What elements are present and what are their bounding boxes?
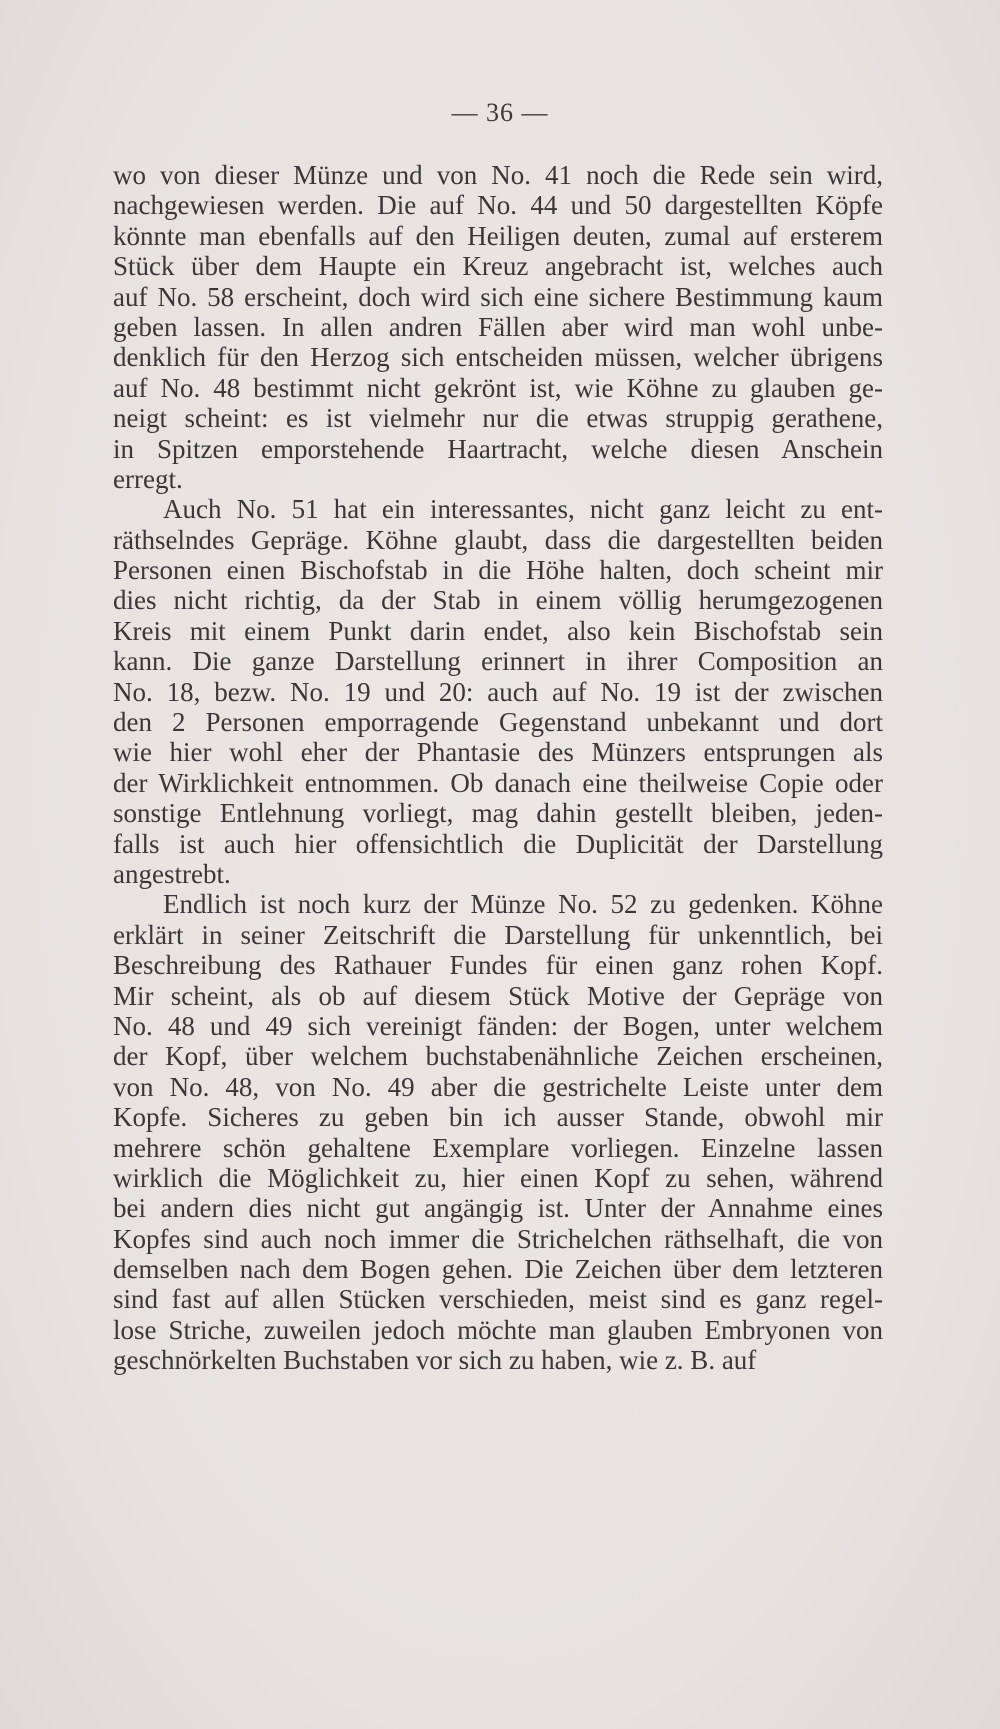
text-line: Kreis mit einem Punkt darin endet, also kein Bischofstab sein <box>113 615 883 646</box>
text-line: dies nicht richtig, da der Stab in einem völlig herumgezogenen <box>113 585 883 616</box>
text-line: Beschreibung des Rathauer Fundes für einen ganz rohen Kopf. <box>113 950 883 981</box>
text-line: Mir scheint, als ob auf diesem Stück Motive der Gepräge von <box>113 980 883 1011</box>
paragraph <box>113 889 883 1375</box>
text-line: Kopfes sind auch noch immer die Strichelchen räthselhaft, die von <box>113 1223 883 1254</box>
text-line: sonstige Entlehnung vorliegt, mag dahin gestellt bleiben, jeden- <box>113 798 883 829</box>
text-line: den 2 Personen emporragende Gegenstand unbekannt und dort <box>113 707 883 738</box>
text-line: erregt. <box>113 463 183 494</box>
text-line: Stück über dem Haupte ein Kreuz angebracht ist, welches auch <box>113 251 883 282</box>
text-line: in Spitzen emporstehende Haartracht, welche diesen Anschein <box>113 433 883 464</box>
text-line: neigt scheint: es ist vielmehr nur die etwas struppig gerathene, <box>113 403 883 434</box>
text-line: Endlich ist noch kurz der Münze No. 52 zu gedenken. Köhne <box>163 889 883 920</box>
text-line: denklich für den Herzog sich entscheiden müssen, welcher übrigens <box>113 342 883 373</box>
paragraph <box>113 160 883 494</box>
body-text <box>113 160 883 1376</box>
text-line: angestrebt. <box>113 858 231 889</box>
text-line: kann. Die ganze Darstellung erinnert in ihrer Composition an <box>113 646 883 677</box>
text-line: nachgewiesen werden. Die auf No. 44 und 50 dargestellten Köpfe <box>113 190 883 221</box>
text-line: auf No. 48 bestimmt nicht gekrönt ist, wie Köhne zu glauben ge- <box>113 372 883 403</box>
text-line: auf No. 58 erscheint, doch wird sich eine sichere Bestimmung kaum <box>113 281 883 312</box>
text-line: wie hier wohl eher der Phantasie des Münzers entsprungen als <box>113 737 883 768</box>
page-number: — 36 — <box>451 98 549 127</box>
text-line: der Kopf, über welchem buchstabenähnliche Zeichen erscheinen, <box>113 1041 883 1072</box>
text-line: der Wirklichkeit entnommen. Ob danach eine theilweise Copie oder <box>113 767 883 798</box>
text-line: wo von dieser Münze und von No. 41 noch die Rede sein wird, <box>113 160 883 190</box>
text-line: könnte man ebenfalls auf den Heiligen deuten, zumal auf ersterem <box>113 220 883 251</box>
text-line: Auch No. 51 hat ein interessantes, nicht ganz leicht zu ent- <box>163 494 883 525</box>
text-line: räthselndes Gepräge. Köhne glaubt, dass die dargestellten beiden <box>113 524 883 555</box>
text-line: sind fast auf allen Stücken verschieden, meist sind es ganz regel- <box>113 1284 883 1315</box>
paragraph <box>113 494 883 889</box>
text-line: geben lassen. In allen andren Fällen aber wird man wohl unbe- <box>113 311 883 342</box>
text-line: Personen einen Bischofstab in die Höhe halten, doch scheint mir <box>113 555 883 586</box>
text-line: wirklich die Möglichkeit zu, hier einen Kopf zu sehen, während <box>113 1162 883 1193</box>
text-line: No. 18, bezw. No. 19 und 20: auch auf No. 19 ist der zwischen <box>113 676 883 707</box>
text-line: No. 48 und 49 sich vereinigt fänden: der Bogen, unter welchem <box>113 1010 883 1041</box>
text-line: falls ist auch hier offensichtlich die Duplicität der Darstellung <box>113 828 883 859</box>
text-line: geschnörkelten Buchstaben vor sich zu haben, wie z. B. auf <box>113 1345 757 1376</box>
text-line: erklärt in seiner Zeitschrift die Darstellung für unkenntlich, bei <box>113 919 883 950</box>
text-line: bei andern dies nicht gut angängig ist. Unter der Annahme eines <box>113 1193 883 1224</box>
text-line: von No. 48, von No. 49 aber die gestrichelte Leiste unter dem <box>113 1071 883 1102</box>
text-line: demselben nach dem Bogen gehen. Die Zeichen über dem letzteren <box>113 1254 883 1285</box>
text-line: mehrere schön gehaltene Exemplare vorliegen. Einzelne lassen <box>113 1132 883 1163</box>
text-line: lose Striche, zuweilen jedoch möchte man glauben Embryonen von <box>113 1314 883 1345</box>
text-line: Kopfe. Sicheres zu geben bin ich ausser Stande, obwohl mir <box>113 1102 883 1133</box>
